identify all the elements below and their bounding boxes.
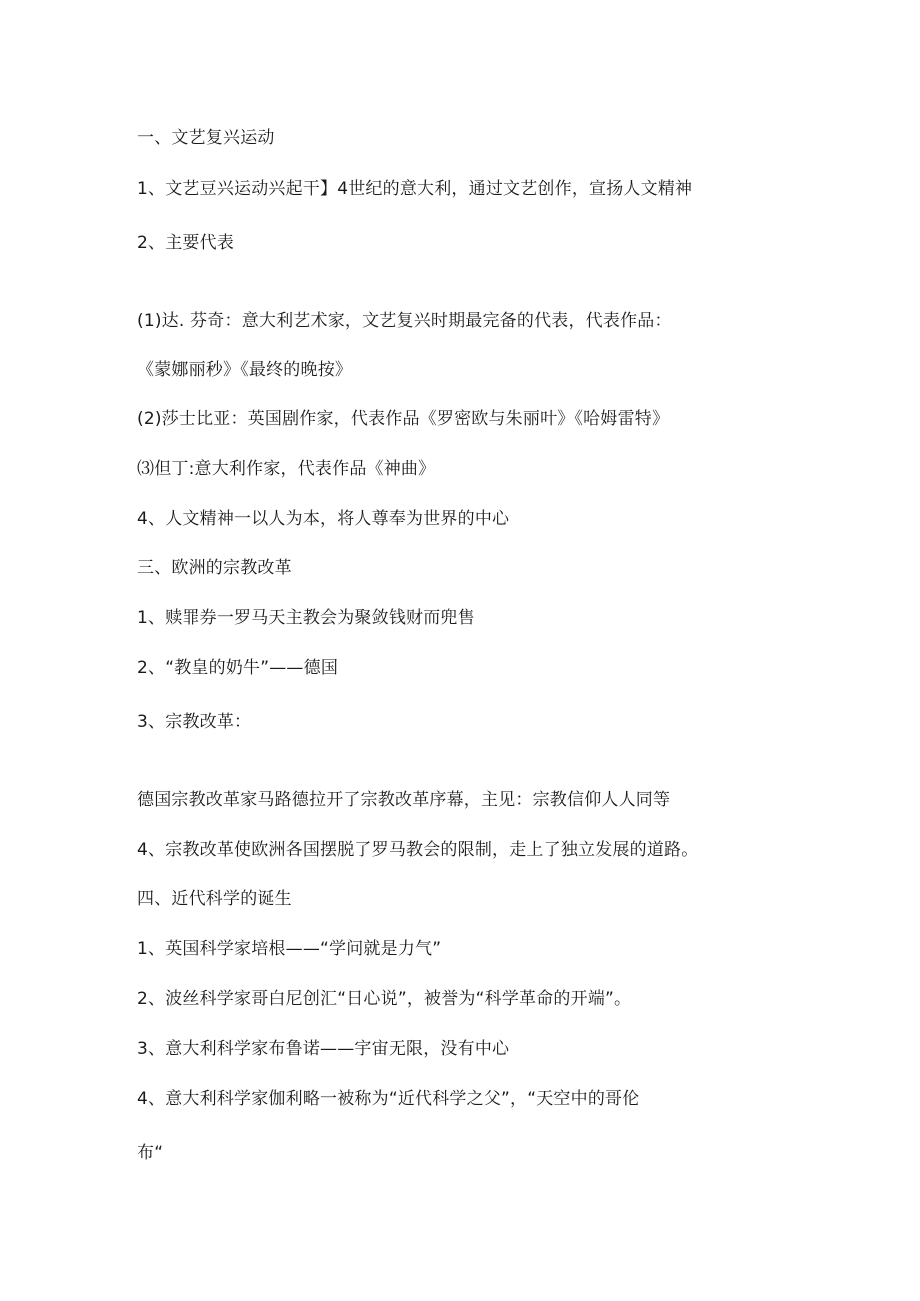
text-line: 4、人文精神一以人为本，将人尊奉为世界的中心 [137,509,510,529]
text-line: 《蒙娜丽秒》《最终的晚按》 [137,360,353,380]
text-line: 1、文艺豆兴运动兴起干】4世纪的意大利，通过文艺创作，宣扬人文精神 [137,179,693,199]
text-line: 1、英国科学家培根——“学问就是力气” [137,939,442,959]
text-line: 2、主要代表 [137,233,235,253]
text-line: 布“ [137,1143,164,1163]
text-line: 德国宗教改革家马路德拉开了宗教改革序幕，主见：宗教信仰人人同等 [137,790,671,810]
text-line: 2、“教皇的奶牛”——德国 [137,658,339,678]
section-heading-renaissance: 一、文艺复兴运动 [137,128,275,148]
section-heading-reformation: 三、欧洲的宗教改革 [137,558,292,578]
text-line: (1)达. 芬奇：意大利艺术家，文艺复兴时期最完备的代表，代表作品： [137,311,672,331]
text-line: 3、意大利科学家布鲁诺——宇宙无限，没有中心 [137,1039,510,1059]
section-heading-science: 四、近代科学的诞生 [137,889,292,909]
text-line: 2、波丝科学家哥白尼创汇“日心说”，被誉为“科学革命的开端”。 [137,989,632,1009]
text-line: 4、意大利科学家伽利略一被称为“近代科学之父”，“天空中的哥伦 [137,1089,640,1109]
text-line: 1、赎罪券一罗马天主教会为聚敛钱财而兜售 [137,608,475,628]
text-line: ⑶但丁:意大利作家，代表作品《神曲》 [137,459,436,479]
text-line: 4、宗教改革使欧洲各国摆脱了罗马教会的限制，走上了独立发展的道路。 [137,840,699,860]
text-line: (2)莎士比亚：英国剧作家，代表作品《罗密欧与朱丽叶》《哈姆雷特》 [137,409,670,429]
text-line: 3、宗教改革： [137,712,252,732]
